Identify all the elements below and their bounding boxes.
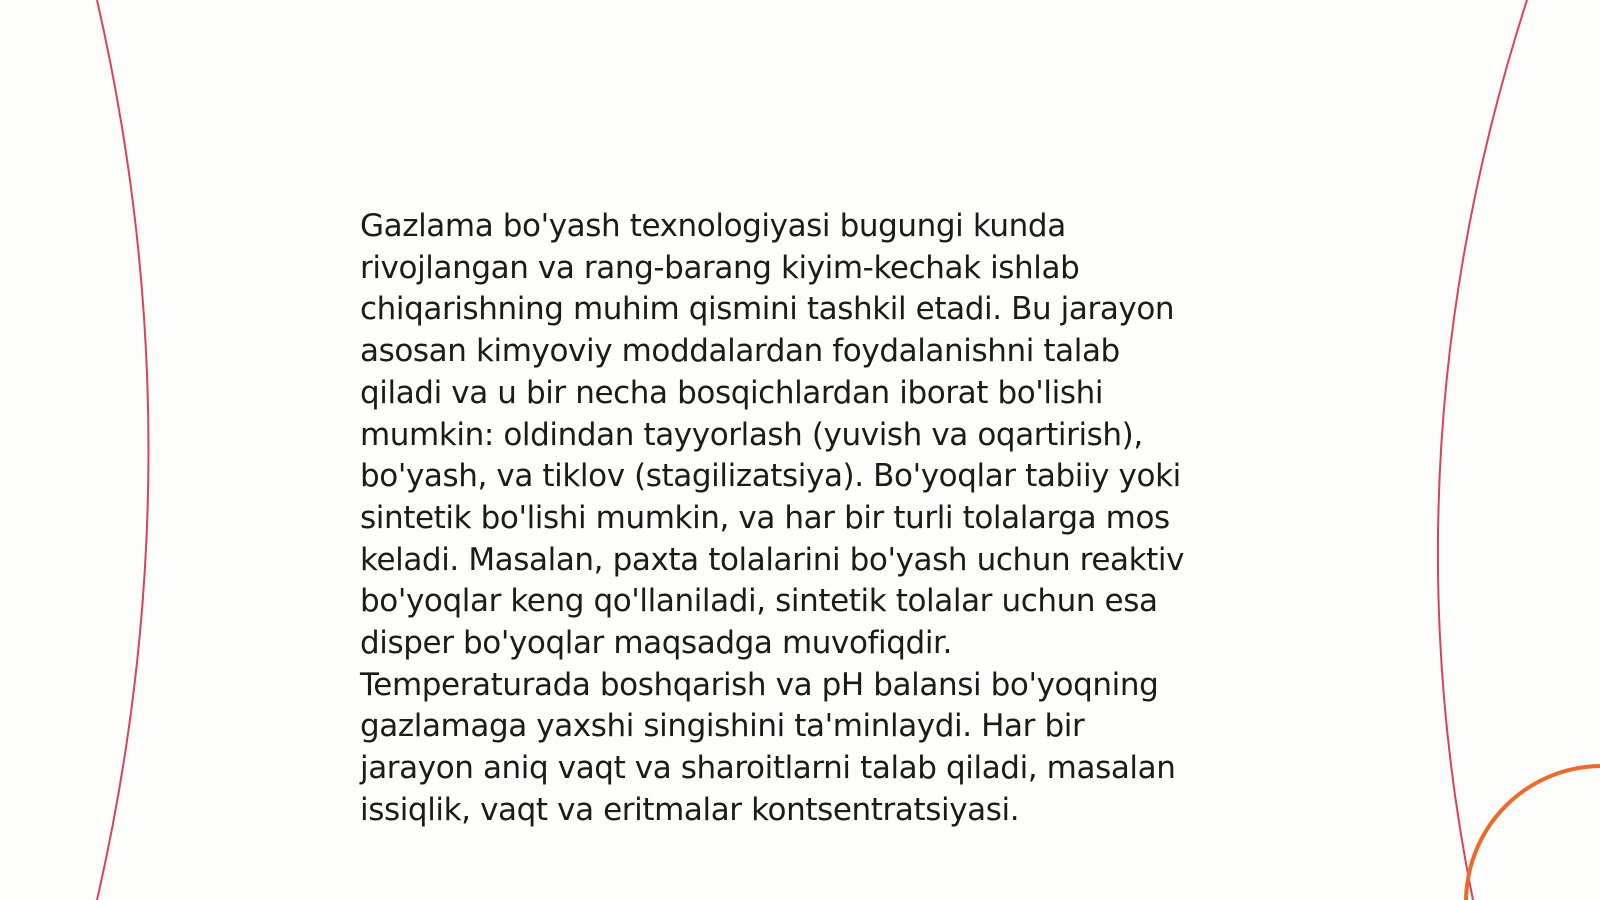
orange-circle-icon (1466, 766, 1600, 900)
text-line: bo'yoqlar keng qo'llaniladi, sintetik tolalar uchun esa (360, 583, 1158, 620)
left-curve-icon (97, 0, 149, 900)
text-line: rivojlangan va rang-barang kiyim-kechak ishlab (360, 249, 1080, 286)
slide-body-text (360, 206, 1260, 832)
text-line: gazlamaga yaxshi singishini ta'minlaydi. Har bir (360, 708, 1085, 745)
text-line: asosan kimyoviy moddalardan foydalanishni talab (360, 333, 1120, 370)
text-line: qiladi va u bir necha bosqichlardan iborat bo'lishi (360, 374, 1104, 411)
text-line: Temperaturada boshqarish va pH balansi bo'yoqning (360, 666, 1159, 703)
right-curve-icon (1438, 0, 1527, 900)
text-line: chiqarishning muhim qismini tashkil etadi. Bu jarayon (360, 291, 1175, 328)
text-line: jarayon aniq vaqt va sharoitlarni talab qiladi, masalan (360, 750, 1176, 787)
text-line: mumkin: oldindan tayyorlash (yuvish va oqartirish), (360, 416, 1143, 453)
text-line: keladi. Masalan, paxta tolalarini bo'yash uchun reaktiv (360, 541, 1185, 578)
text-line: Gazlama bo'yash texnologiyasi bugungi kunda (360, 208, 1066, 244)
text-line: sintetik bo'lishi mumkin, va har bir turli tolalarga mos (360, 499, 1170, 536)
text-line: issiqlik, vaqt va eritmalar kontsentratsiyasi. (360, 791, 1020, 828)
text-line: disper bo'yoqlar maqsadga muvofiqdir. (360, 625, 952, 662)
text-line: bo'yash, va tiklov (stagilizatsiya). Bo'yoqlar tabiiy yoki (360, 458, 1181, 495)
